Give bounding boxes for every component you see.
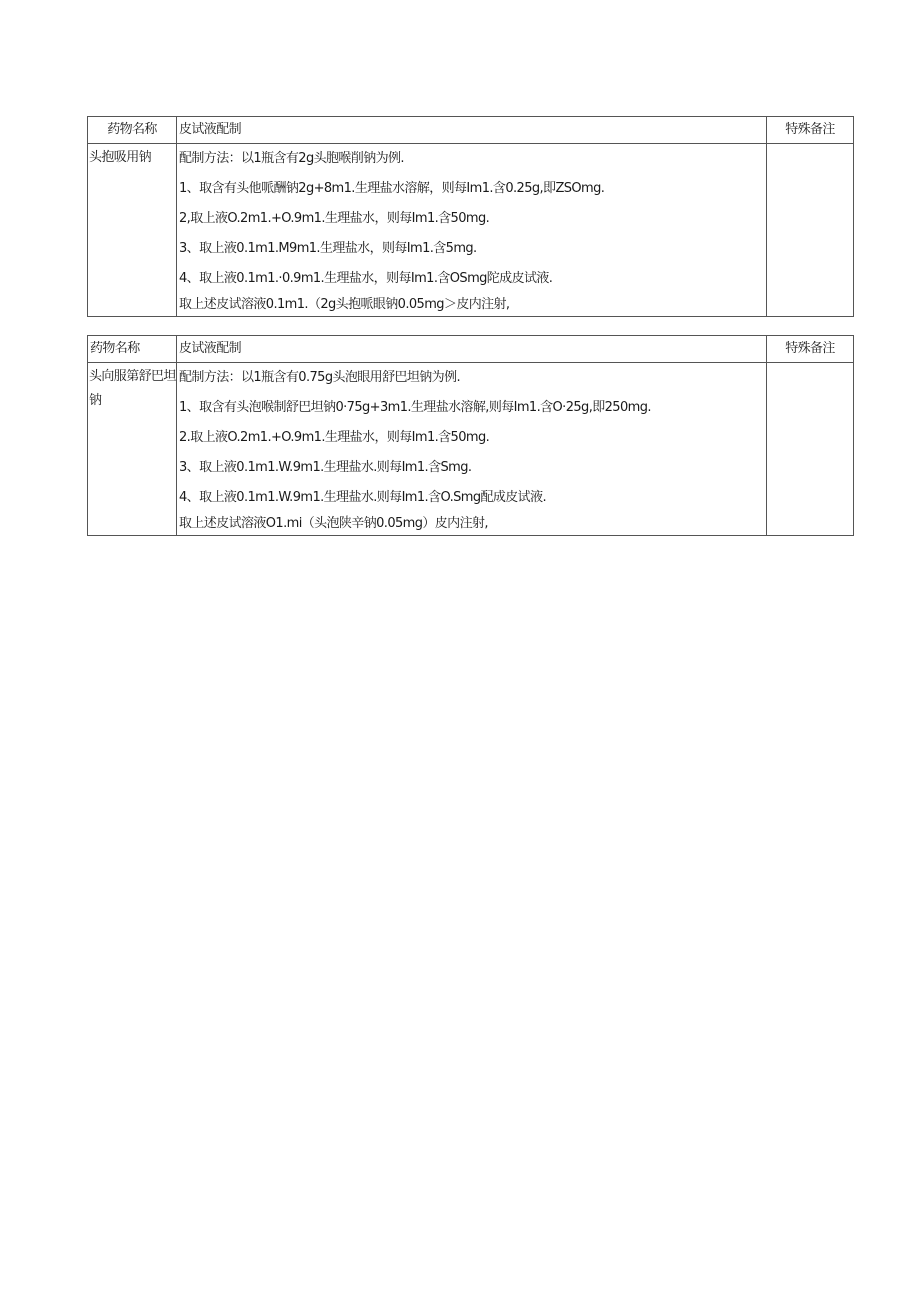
preparation-step-1: 1、取含有头他哌酬钠2g+8m1.生理盐水溶解，则每Im1.含0.25g,即ZSOmg. [179, 181, 605, 196]
preparation-cell [177, 363, 767, 536]
table-header-row [88, 117, 854, 144]
table-row [88, 144, 854, 317]
preparation-step-1: 1、取含有头泡喉制舒巴坦钠0·75g+3m1.生理盐水溶解,则每Im1.含O·25g,即250mg. [179, 400, 651, 415]
drug-name-cell: 头向服第舒巴坦钠 [88, 363, 177, 536]
injection-instruction-line: 取上述皮试溶液0.1m1.（2g头抱哌眼钠0.05mg＞皮内注射, [179, 297, 510, 312]
preparation-step-2: 2,取上液O.2m1.+O.9m1.生理盐水，则每Im1.含50mg. [179, 211, 490, 226]
preparation-step-3: 3、取上液0.1m1.W.9m1.生理盐水.则每Im1.含Smg. [179, 460, 472, 475]
preparation-method-line: 配制方法：以1瓶含有2g头胞喉削钠为例. [179, 151, 404, 166]
skin-test-table-1 [87, 116, 854, 317]
special-note-cell [767, 363, 854, 536]
preparation-method-line: 配制方法：以1瓶含有0.75g头泡眼用舒巴坦钠为例. [179, 370, 461, 385]
header-drug-name: 药物名称 [88, 336, 177, 363]
header-special-note: 特殊备注 [767, 117, 854, 144]
header-drug-name: 药物名称 [88, 117, 177, 144]
preparation-step-3: 3、取上液0.1m1.M9m1.生理盐水，则每Im1.含5mg. [179, 241, 477, 256]
table-row [88, 363, 854, 536]
table-header-row [88, 336, 854, 363]
preparation-step-2: 2.取上液O.2m1.+O.9m1.生理盐水，则每Im1.含50mg. [179, 430, 490, 445]
preparation-step-4: 4、取上液0.1m1.·0.9m1.生理盐水，则每Im1.含OSmg陀成皮试液. [179, 271, 553, 286]
skin-test-table-2 [87, 335, 854, 536]
preparation-step-4: 4、取上液0.1m1.W.9m1.生理盐水.则每Im1.含O.Smg配成皮试液. [179, 490, 547, 505]
preparation-cell [177, 144, 767, 317]
header-special-note: 特殊备注 [767, 336, 854, 363]
drug-name-cell: 头抱吸用钠 [88, 144, 177, 317]
special-note-cell [767, 144, 854, 317]
header-preparation: 皮试液配制 [177, 117, 767, 144]
header-preparation: 皮试液配制 [177, 336, 767, 363]
injection-instruction-line: 取上述皮试溶液O1.mi（头泡陕辛钠0.05mg）皮内注射, [179, 516, 488, 531]
